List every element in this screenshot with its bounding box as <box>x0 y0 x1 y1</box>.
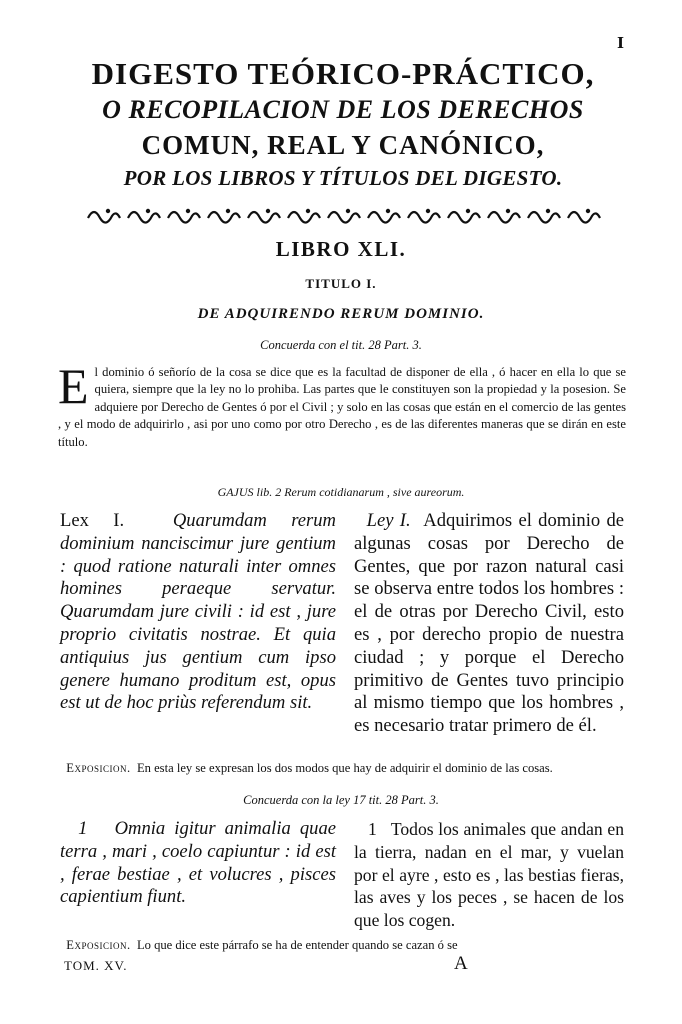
title-line-4: POR LOS LIBROS Y TÍTULOS DEL DIGESTO. <box>123 166 563 190</box>
ornament-dot <box>146 209 150 213</box>
ornament-dot <box>546 209 550 213</box>
title-line-3: COMUN, REAL Y CANÓNICO, <box>141 130 545 160</box>
exposicion-2-text: Lo que dice este párrafo se ha de entender quando se cazan ó se <box>136 938 458 952</box>
ornament-scroll <box>248 212 280 223</box>
spanish-text: Adquirimos el dominio de algunas cosas por Derecho de Gentes, que por razon natural casi se observa entre todos los hombres : el de otras por Derecho Civil, esto es , por derecho propio de nuestra ciudad ; y porque el Derecho primitivo de Gentes tuvo principio al mismo tiempo que los hombres , es necesario tratar primero de él. <box>354 510 625 737</box>
ornament-scroll <box>368 212 400 223</box>
ornament-scroll <box>208 212 240 223</box>
exposicion-label: Exposicion. <box>66 761 131 775</box>
ornament-dot <box>426 209 430 213</box>
page-number: I <box>616 34 624 52</box>
latin-paragraph-1 <box>60 818 336 909</box>
title-line-1: DIGESTO TEÓRICO-PRÁCTICO, <box>91 56 595 91</box>
ornament-scroll <box>568 212 600 223</box>
volume-label: TOM. XV. <box>64 958 128 973</box>
ornament-scroll <box>328 212 360 223</box>
concordance-note: Concuerda con el tit. 28 Part. 3. <box>260 338 422 352</box>
ornament-scroll <box>408 212 440 223</box>
concordance-note-2: Concuerda con la ley 17 tit. 28 Part. 3. <box>243 793 439 807</box>
ornament-dot <box>586 209 590 213</box>
libro-heading: LIBRO XLI. <box>275 237 407 261</box>
ornament-scroll <box>88 212 120 223</box>
exposicion-text: En esta ley se expresan los dos modos que hay de adquirir el dominio de las cosas. <box>136 761 553 775</box>
ornament-scroll <box>168 212 200 223</box>
spanish-para-text: Todos los animales que andan en la tierra, nadan en el mar, y vuelan por el ayre , esto es , las bestias fieras, las aves y los peces , se hacen de los que los cogen. <box>354 819 624 931</box>
ornament-scroll <box>488 212 520 223</box>
latin-para-number: 1 <box>78 818 88 839</box>
titulo-subtitle: DE ADQUIRENDO RERUM DOMINIO. <box>197 306 485 322</box>
exposicion-1 <box>60 760 626 777</box>
ornament-dot <box>386 209 390 213</box>
ornament-scroll <box>448 212 480 223</box>
ornament-dot <box>106 209 110 213</box>
exposicion-2-label: Exposicion. <box>66 938 131 952</box>
drop-cap: E <box>58 358 89 414</box>
ornament-dot <box>306 209 310 213</box>
intro-paragraph <box>58 358 626 451</box>
ornament-dot <box>346 209 350 213</box>
latin-text: Quarumdam rerum dominium nanciscimur jure gentium : quod ratione naturali inter omnes homines peraeque servatur. Quarumdam jure civili : id est , jure proprio civitatis nostrae. Et quia antiquius jus gentium cum ipso genere humano proditum est, opus est ut de hoc priùs referendum sit. <box>60 510 336 714</box>
ornament-scroll <box>288 212 320 223</box>
lex-heading: Lex I. <box>60 510 125 531</box>
ornament-dot <box>466 209 470 213</box>
title-line-2: O RECOPILACION DE LOS DERECHOS <box>102 95 584 124</box>
latin-para-text: Omnia igitur animalia quae terra , mari , coelo capiuntur : id est , ferae bestiae , et volucres , pisces capientium fiunt. <box>60 818 336 908</box>
source-citation: GAJUS lib. 2 Rerum cotidianarum , sive aureorum. <box>217 485 465 499</box>
latin-column <box>60 510 336 715</box>
signature-mark: A <box>454 953 468 974</box>
titulo-heading: TITULO I. <box>305 276 377 291</box>
ornament-dot <box>226 209 230 213</box>
title-block <box>60 55 626 193</box>
spanish-paragraph-1 <box>354 818 624 932</box>
spanish-column <box>354 510 624 738</box>
exposicion-2 <box>60 937 626 954</box>
ornament-dot <box>266 209 270 213</box>
spanish-para-number: 1 <box>368 819 377 839</box>
ornament-dot <box>186 209 190 213</box>
ley-heading: Ley I. <box>366 510 411 531</box>
ornament-border <box>78 204 608 226</box>
ornament-scroll <box>528 212 560 223</box>
ornament-scroll <box>128 212 160 223</box>
intro-text: l dominio ó señorío de la cosa se dice que es la facultad de disponer de ella , ó hacer en ella lo que se quiera, siempre que la ley no lo prohiba. Las partes que le constituyen son la propiedad y la posesion. Se adquiere por Derecho de Gentes ó por el Civil ; y solo en las cosas que están en el comercio de las gentes , y el modo de adquirirlo , asi por uno como por otro Derecho , es de las diferentes maneras que se dirán en este título. <box>58 365 626 449</box>
ornament-dot <box>506 209 510 213</box>
